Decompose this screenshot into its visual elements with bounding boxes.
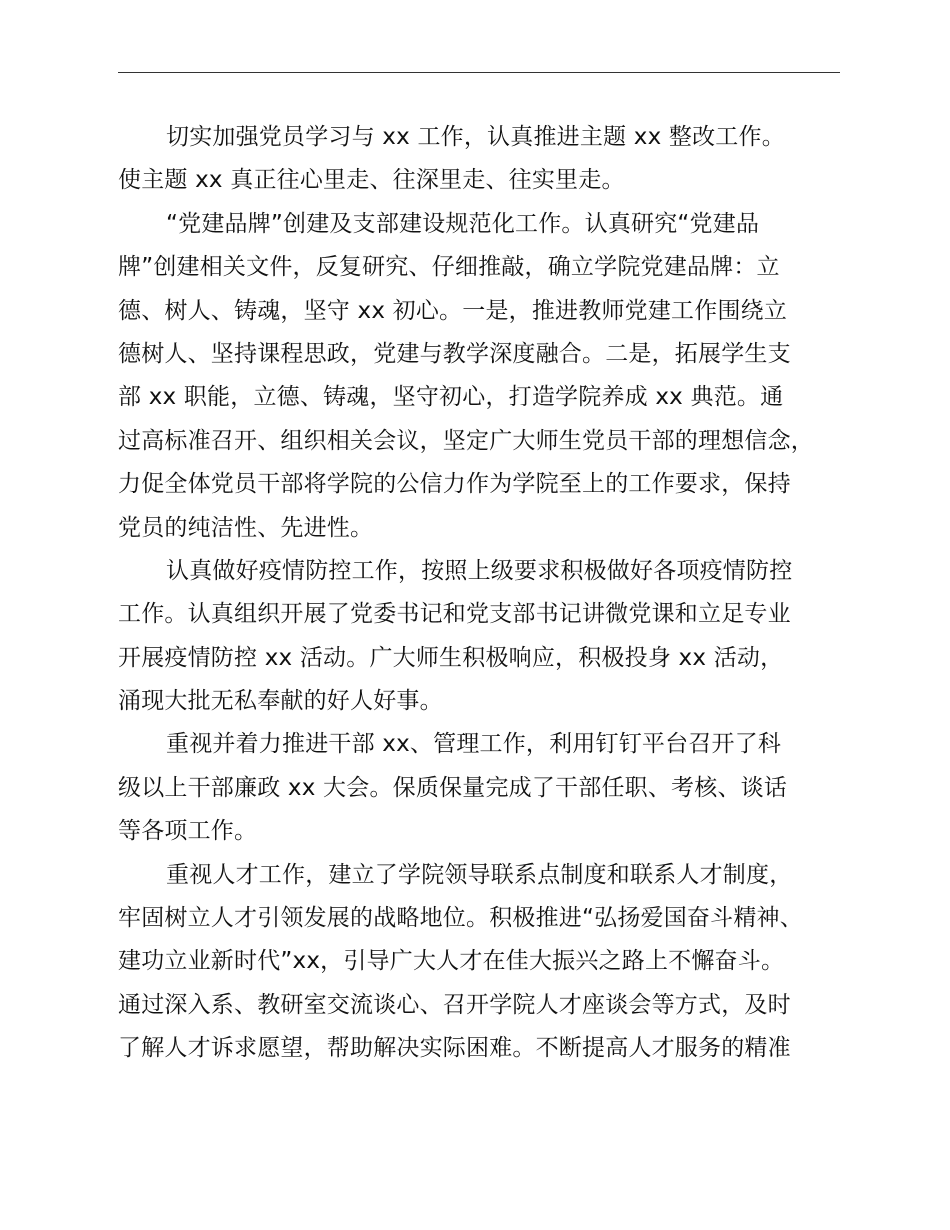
text-line: 部 xx 职能，立德、铸魂，坚守初心，打造学院养成 xx 典范。通 — [118, 384, 784, 411]
text-line: 牌”创建相关文件，反复研究、仔细推敲，确立学院党建品牌：立 — [118, 254, 780, 281]
text-line: 德树人、坚持课程思政，党建与教学深度融合。二是，拓展学生支 — [118, 340, 791, 367]
text-line: 牢固树立人才引领发展的战略地位。积极推进“弘扬爱国奋斗精神、 — [118, 905, 803, 932]
text-line: 级以上干部廉政 xx 大会。保质保量完成了干部任职、考核、谈话 — [118, 774, 788, 801]
body-text — [118, 116, 840, 1071]
text-line: 重视人才工作，建立了学院领导联系点制度和联系人才制度， — [166, 861, 793, 888]
text-line: 德、树人、铸魂，坚守 xx 初心。一是，推进教师党建工作围绕立 — [118, 297, 788, 324]
text-line: 了解人才诉求愿望，帮助解决实际困难。不断提高人才服务的精准 — [118, 1035, 791, 1062]
text-line: 涌现大批无私奉献的好人好事。 — [118, 688, 443, 715]
text-line: 切实加强党员学习与 xx 工作，认真推进主题 xx 整改工作。 — [166, 124, 785, 150]
text-line: 等各项工作。 — [118, 818, 258, 845]
text-line: 建功立业新时代”xx，引导广大人才在佳大振兴之路上不懈奋斗。 — [118, 948, 785, 975]
text-line: 开展疫情防控 xx 活动。广大师生积极响应，积极投身 xx 活动， — [118, 644, 784, 671]
text-line: 重视并着力推进干部 xx、管理工作，利用钉钉平台召开了科 — [166, 731, 782, 758]
text-line: 通过深入系、教研室交流谈心、召开学院人才座谈会等方式，及时 — [118, 991, 791, 1018]
text-line: 党员的纯洁性、先进性。 — [118, 514, 374, 541]
header-rule — [118, 72, 840, 73]
text-line: 工作。认真组织开展了党委书记和党支部书记讲微党课和立足专业 — [118, 601, 791, 628]
text-line: 力促全体党员干部将学院的公信力作为学院至上的工作要求，保持 — [118, 471, 791, 498]
text-line: 使主题 xx 真正往心里走、往深里走、往实里走。 — [118, 167, 625, 194]
text-line: 过高标准召开、组织相关会议，坚定广大师生党员干部的理想信念， — [118, 427, 814, 454]
text-line: 认真做好疫情防控工作，按照上级要求积极做好各项疫情防控 — [166, 557, 793, 584]
text-line: “党建品牌”创建及支部建设规范化工作。认真研究“党建品 — [166, 210, 760, 237]
